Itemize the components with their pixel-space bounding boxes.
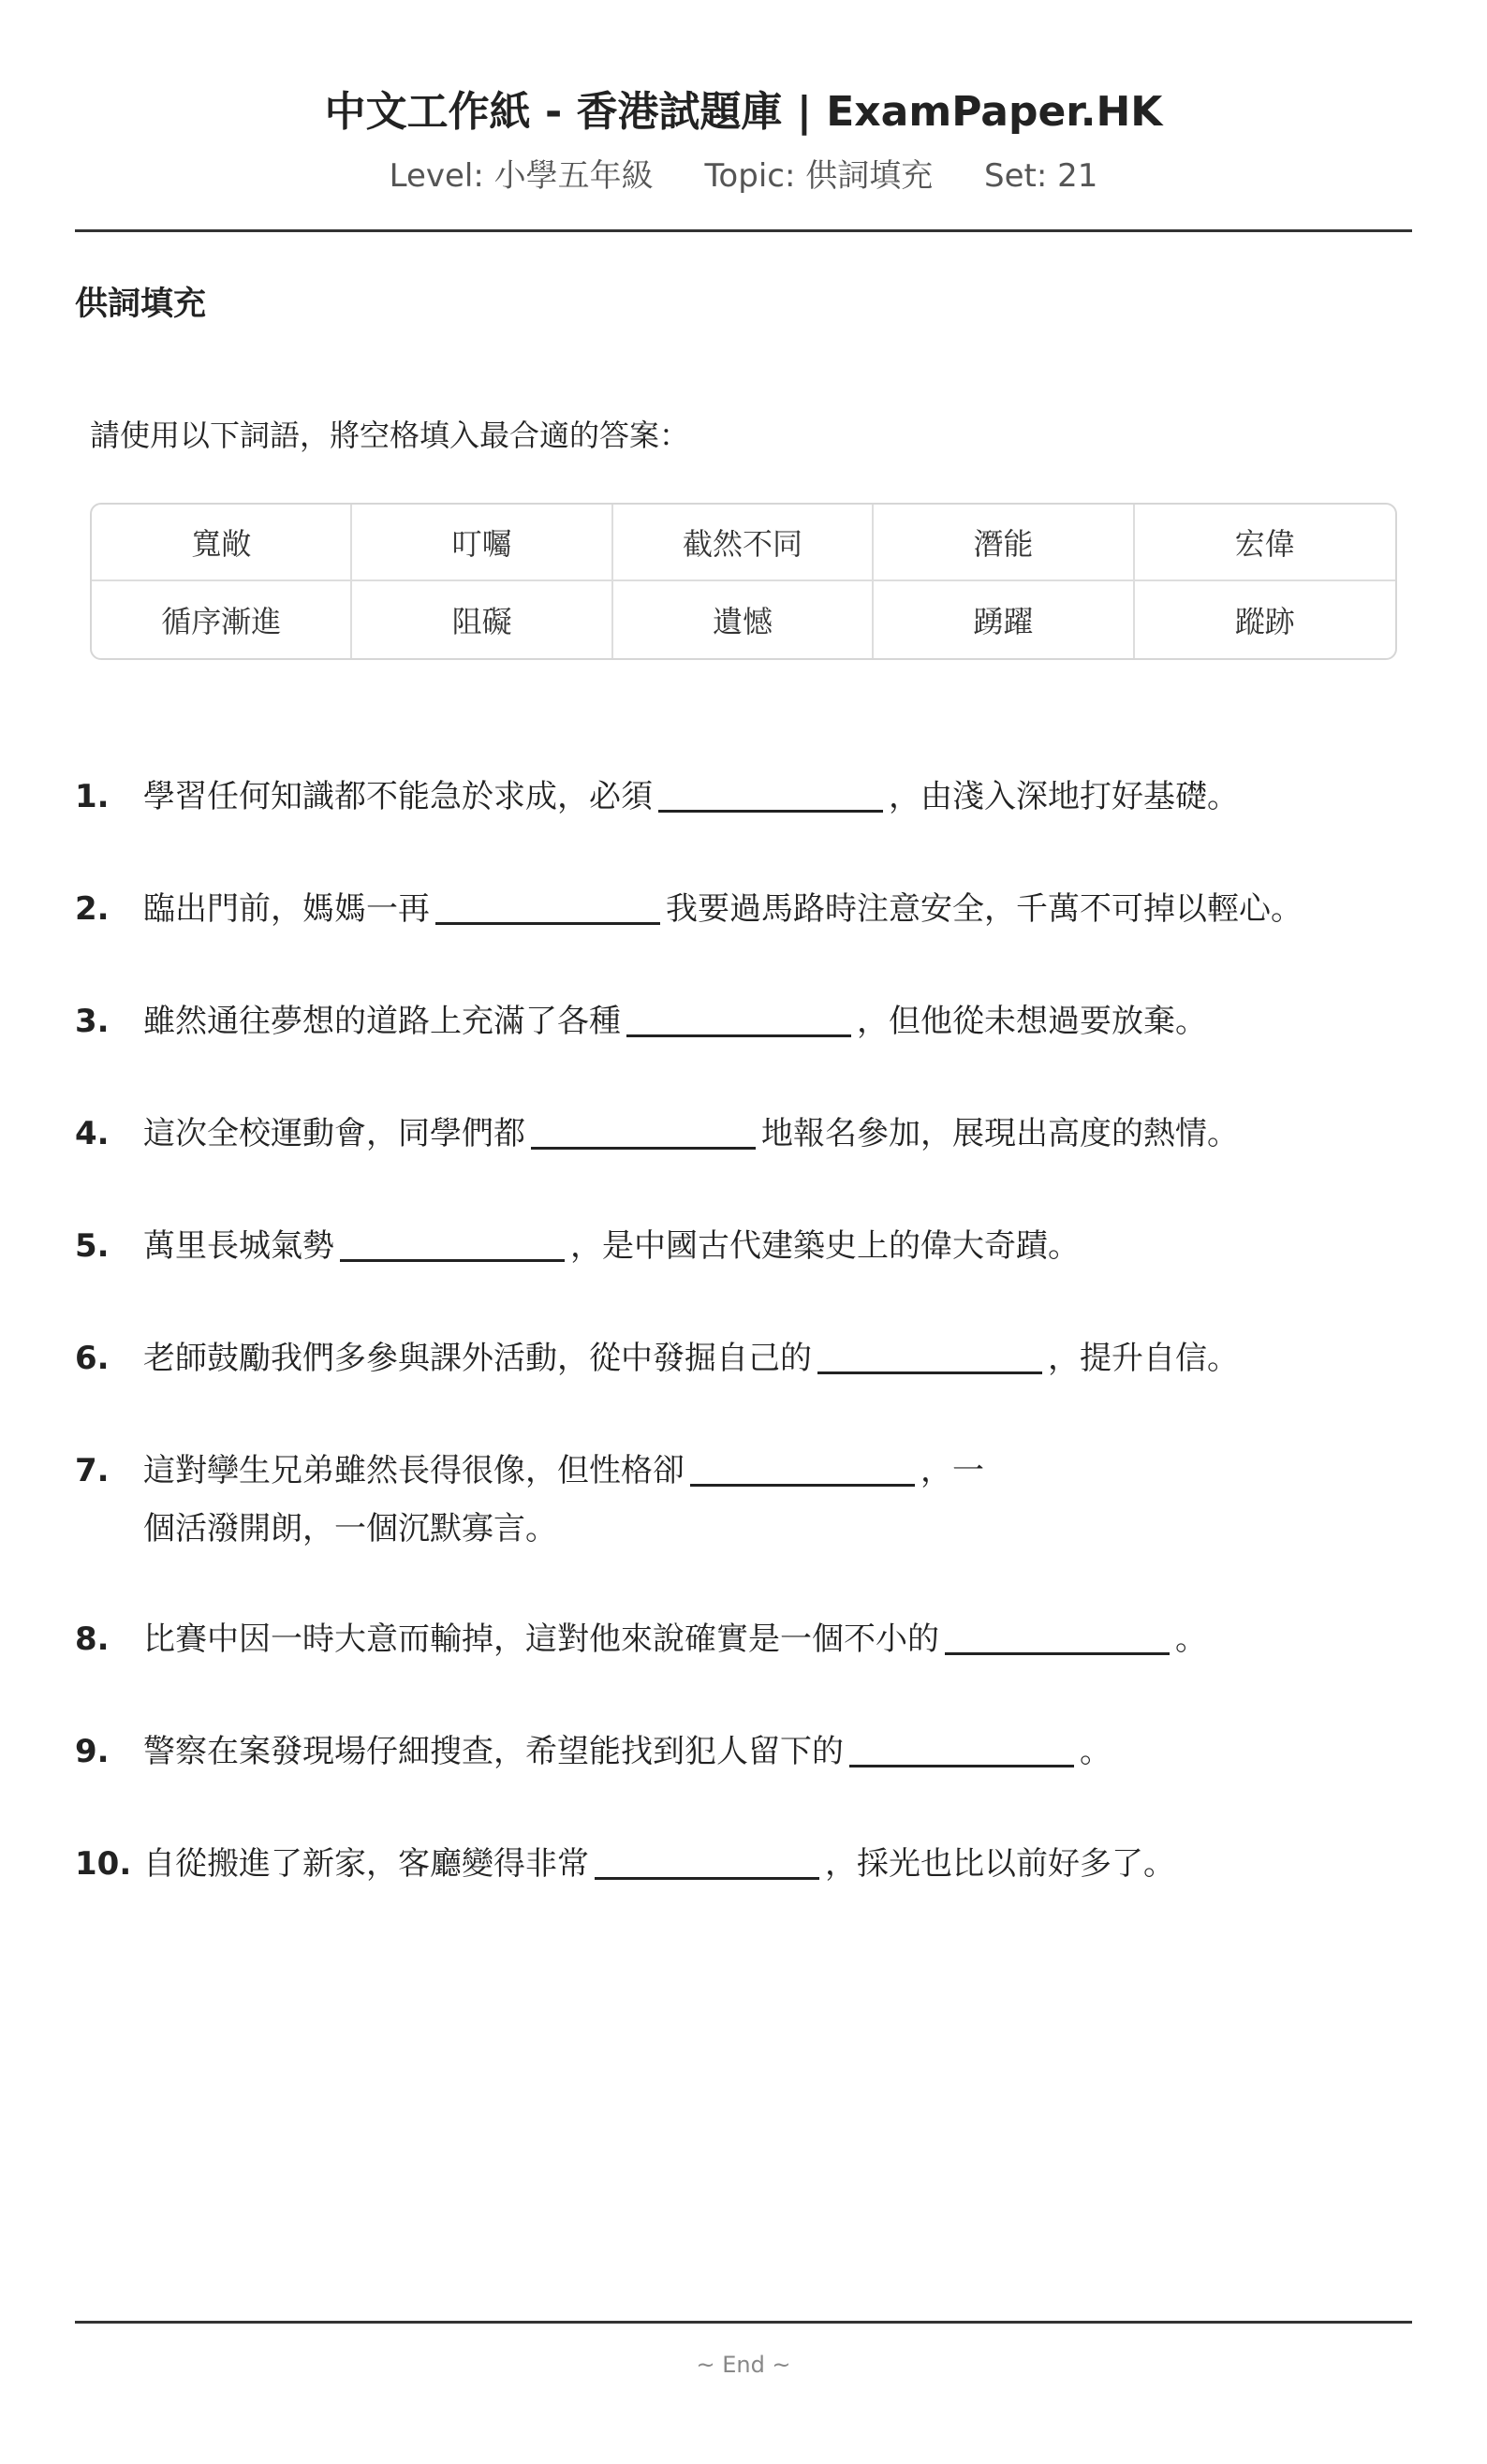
question-text-before: 自從搬進了新家，客廳變得非常	[143, 1845, 589, 1883]
question-text-before: 老師鼓勵我們多參與課外活動，從中發掘自己的	[143, 1340, 812, 1377]
topic-label: Topic: 供詞填充	[704, 157, 934, 195]
word-bank-cell: 遺憾	[613, 581, 874, 658]
footer-text: ~ End ~	[696, 2352, 791, 2378]
question-text-after: 我要過馬路時注意安全，千萬不可掉以輕心。	[666, 890, 1303, 928]
question-text-after: 。	[1080, 1733, 1112, 1770]
question-text-after: ，由淺入深地打好基礎。	[889, 778, 1239, 815]
question-number: 9.	[75, 1733, 110, 1770]
word-bank-cell: 寬敞	[92, 505, 352, 581]
question-text-before: 雖然通往夢想的道路上充滿了各種	[143, 1003, 621, 1040]
word-bank-cell: 宏偉	[1135, 505, 1395, 581]
answer-blank[interactable]	[690, 1446, 915, 1487]
question-number: 5.	[75, 1227, 110, 1265]
question-text-after: ，是中國古代建築史上的偉大奇蹟。	[570, 1227, 1080, 1265]
word-bank-cell: 踴躍	[874, 581, 1134, 658]
word-bank-cell: 循序漸進	[92, 581, 352, 658]
answer-blank[interactable]	[340, 1222, 565, 1262]
question-text-after: 。	[1175, 1621, 1207, 1658]
question-text-before: 學習任何知識都不能急於求成，必須	[143, 778, 653, 815]
word-bank-cell: 阻礙	[352, 581, 612, 658]
question-number: 2.	[75, 890, 110, 928]
question-number: 10.	[75, 1845, 132, 1883]
worksheet-page	[75, 0, 1412, 2464]
answer-blank[interactable]	[626, 997, 851, 1037]
question-number: 3.	[75, 1003, 110, 1040]
answer-blank[interactable]	[658, 772, 883, 813]
word-bank-table	[90, 503, 1397, 660]
answer-blank[interactable]	[849, 1727, 1074, 1767]
question-text-after: ，採光也比以前好多了。	[825, 1845, 1175, 1883]
question-text-before: 比賽中因一時大意而輸掉，這對他來說確實是一個不小的	[143, 1621, 939, 1658]
question-text-after: ，一個活潑開朗，一個沉默寡言。	[143, 1452, 984, 1547]
question-text-after: 地報名參加，展現出高度的熱情。	[761, 1115, 1239, 1152]
word-bank-cell: 蹤跡	[1234, 604, 1295, 639]
level-label: Level: 小學五年級	[389, 157, 654, 195]
question-text-before: 臨出門前，媽媽一再	[143, 890, 430, 928]
word-bank-cell: 截然不同	[613, 505, 874, 581]
question-number: 1.	[75, 778, 110, 815]
question-number: 4.	[75, 1115, 110, 1152]
question-text-before: 警察在案發現場仔細搜查，希望能找到犯人留下的	[143, 1733, 844, 1770]
instruction-text: 請使用以下詞語，將空格填入最合適的答案：	[90, 418, 690, 453]
worksheet-header	[75, 84, 1412, 197]
question-text-after: ，提升自信。	[1048, 1340, 1239, 1377]
answer-blank[interactable]	[531, 1109, 756, 1150]
page-title: 中文工作紙 - 香港試題庫 | ExamPaper.HK	[324, 88, 1163, 136]
word-bank-cell: 潛能	[874, 505, 1134, 581]
header-divider	[75, 229, 1412, 232]
set-label: Set: 21	[984, 157, 1098, 195]
question-number: 6.	[75, 1340, 110, 1377]
question-text-after: ，但他從未想過要放棄。	[857, 1003, 1207, 1040]
section-title: 供詞填充	[75, 286, 207, 323]
answer-blank[interactable]	[945, 1615, 1170, 1655]
worksheet-meta	[75, 155, 1412, 197]
footer-divider	[75, 2321, 1412, 2324]
word-bank-cell: 叮囑	[352, 505, 612, 581]
question-text-before: 萬里長城氣勢	[143, 1227, 334, 1265]
question-number: 7.	[75, 1452, 110, 1489]
answer-blank[interactable]	[595, 1840, 819, 1880]
question-number: 8.	[75, 1621, 110, 1658]
question-text-before: 這次全校運動會，同學們都	[143, 1115, 525, 1152]
answer-blank[interactable]	[817, 1334, 1042, 1374]
answer-blank[interactable]	[435, 885, 660, 925]
question-text-before: 這對孿生兄弟雖然長得很像，但性格卻	[143, 1452, 685, 1489]
